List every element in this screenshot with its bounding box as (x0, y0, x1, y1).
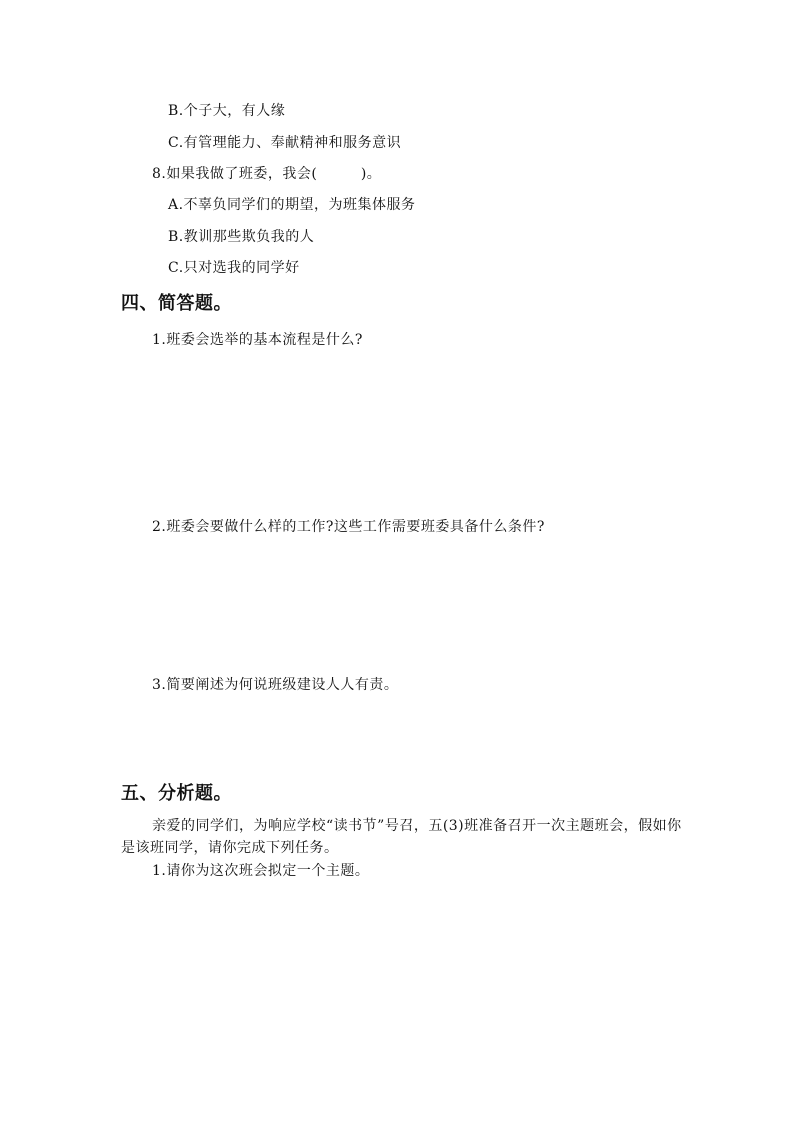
section5-question-1: 1.请你为这次班会拟定一个主题。 (152, 863, 370, 879)
q8-option-b: B.教训那些欺负我的人 (168, 229, 315, 245)
section4-question-3: 3.简要阐述为何说班级建设人人有责。 (152, 677, 399, 693)
q8-option-a: A.不辜负同学们的期望，为班集体服务 (168, 197, 416, 213)
q8-stem: 8.如果我做了班委，我会( )。 (152, 166, 382, 182)
section4-title: 四、简答题。 (121, 293, 232, 314)
q8-option-c: C.只对选我的同学好 (168, 260, 300, 276)
section4-question-2: 2.班委会要做什么样的工作?这些工作需要班委具备什么条件? (152, 519, 545, 535)
section4-question-1: 1.班委会选举的基本流程是什么? (152, 332, 363, 348)
q7-option-b: B.个子大，有人缘 (168, 103, 286, 119)
section5-title: 五、分析题。 (121, 783, 232, 804)
section5-intro: 亲爱的同学们，为响应学校“读书节”号召，五(3)班准备召开一次主题班会，假如你是该班同学，请你完成下列任务。 (121, 818, 682, 856)
q7-option-c: C.有管理能力、奉献精神和服务意识 (168, 135, 402, 151)
